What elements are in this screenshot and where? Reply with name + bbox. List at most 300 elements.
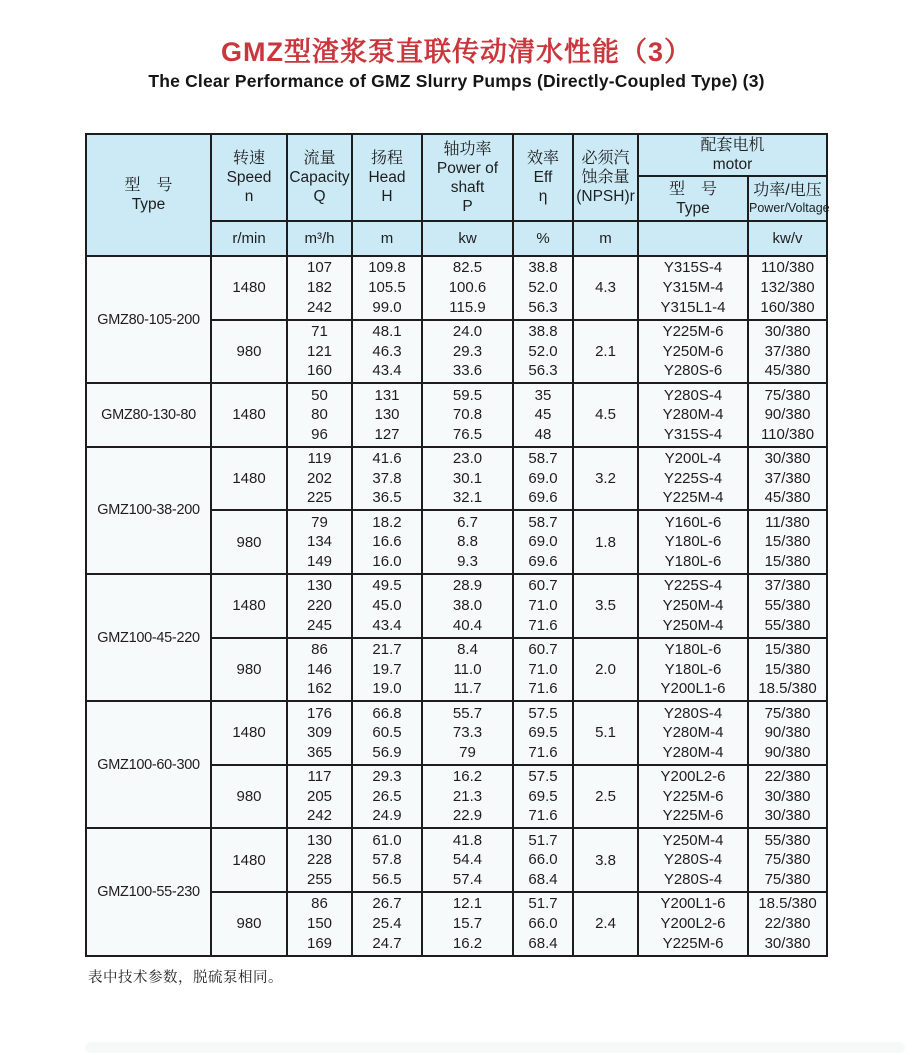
head-cell (352, 765, 422, 829)
speed-cell: 1480 (211, 828, 287, 892)
npsh-cell: 3.2 (573, 447, 638, 511)
capacity-value: 160 (306, 362, 333, 380)
efficiency-value: 71.0 (528, 660, 558, 678)
shaft-power-cell (422, 701, 513, 765)
head-cell (352, 256, 422, 320)
head-value: 131 (374, 386, 400, 404)
capacity-cell (287, 320, 352, 384)
shaft-power-value: 21.3 (452, 787, 483, 805)
head-value: 18.2 (372, 513, 402, 531)
col-header-capacity-en: Capacity (289, 169, 350, 186)
col-header-motor-power-en: Power/Voltage (749, 200, 830, 215)
page-bottom-strip (85, 1042, 905, 1053)
head-cell (352, 574, 422, 638)
efficiency-value: 69.5 (528, 787, 558, 805)
shaft-power-cell (422, 892, 513, 956)
shaft-power-value: 8.4 (457, 640, 478, 658)
shaft-power-value: 15.7 (452, 914, 483, 932)
capacity-value: 228 (306, 851, 333, 869)
power-voltage-value: 30/380 (764, 323, 811, 340)
efficiency-value: 69.6 (528, 489, 558, 507)
head-cell (352, 447, 422, 511)
head-value: 21.7 (372, 640, 402, 658)
capacity-value: 86 (311, 895, 328, 913)
head-value: 48.1 (372, 323, 402, 340)
efficiency-value: 66.0 (528, 851, 558, 869)
shaft-power-value: 82.5 (452, 259, 483, 277)
table-header (86, 134, 830, 256)
capacity-cell (287, 701, 352, 765)
capacity-value: 50 (311, 386, 328, 404)
power-voltage-value: 45/380 (764, 362, 811, 380)
power-voltage-cell (748, 447, 827, 511)
shaft-power-value: 12.1 (452, 895, 483, 913)
efficiency-cell (513, 701, 573, 765)
motor-type-value: Y280S-4 (663, 851, 723, 869)
pump-type-cell: GMZ80-130-80 (86, 383, 211, 447)
col-header-motor-group-en: motor (712, 156, 753, 173)
speed-cell: 1480 (211, 447, 287, 511)
shaft-power-value: 100.6 (448, 279, 487, 296)
unit-speed: r/min (211, 221, 287, 256)
shaft-power-cell (422, 828, 513, 892)
motor-type-value: Y200L1-6 (660, 680, 726, 698)
shaft-power-cell (422, 256, 513, 320)
col-header-npsh-cn1: 必须汽 (581, 150, 630, 167)
head-value: 45.0 (372, 596, 402, 614)
shaft-power-cell (422, 447, 513, 511)
shaft-power-value: 16.2 (452, 934, 483, 952)
npsh-cell: 2.1 (573, 320, 638, 384)
shaft-power-value: 33.6 (452, 362, 483, 380)
motor-type-value: Y280M-4 (662, 406, 724, 424)
head-value: 57.8 (372, 851, 402, 869)
head-value: 16.6 (372, 533, 402, 551)
pump-row (86, 383, 827, 447)
power-voltage-value: 110/380 (760, 425, 815, 443)
shaft-power-value: 8.8 (457, 533, 478, 551)
power-voltage-value: 75/380 (764, 704, 811, 722)
shaft-power-value: 16.2 (452, 768, 483, 786)
power-voltage-value: 110/380 (760, 259, 815, 277)
efficiency-value: 71.6 (528, 680, 558, 698)
shaft-power-cell (422, 638, 513, 702)
motor-type-cell (638, 892, 748, 956)
motor-type-value: Y225M-6 (662, 934, 724, 952)
head-cell (352, 383, 422, 447)
efficiency-value: 57.5 (528, 704, 558, 722)
motor-type-cell (638, 574, 748, 638)
motor-type-value: Y250M-6 (662, 342, 724, 360)
capacity-cell (287, 765, 352, 829)
efficiency-value: 68.4 (528, 934, 558, 952)
efficiency-cell (513, 574, 573, 638)
col-header-type-en: Type (131, 196, 166, 213)
shaft-power-value: 28.9 (452, 577, 483, 595)
col-header-speed-en: Speed (226, 169, 272, 186)
pump-row (86, 701, 827, 765)
motor-type-value: Y315L1-4 (660, 298, 726, 316)
shaft-power-value: 24.0 (452, 323, 483, 340)
motor-type-value: Y225M-6 (662, 807, 724, 825)
shaft-power-value: 22.9 (452, 807, 483, 825)
col-header-type (86, 134, 211, 256)
motor-type-cell (638, 447, 748, 511)
shaft-power-value: 23.0 (452, 450, 483, 468)
capacity-value: 309 (306, 724, 333, 742)
efficiency-cell (513, 765, 573, 829)
efficiency-cell (513, 638, 573, 702)
power-voltage-cell (748, 510, 827, 574)
pump-type-cell: GMZ100-45-220 (86, 574, 211, 701)
power-voltage-value: 18.5/380 (758, 680, 817, 698)
shaft-power-value: 40.4 (452, 616, 483, 634)
head-value: 49.5 (372, 577, 402, 595)
power-voltage-value: 37/380 (764, 342, 811, 360)
power-voltage-value: 15/380 (764, 640, 811, 658)
head-value: 56.5 (372, 870, 402, 888)
shaft-power-value: 79 (459, 743, 476, 761)
unit-motor-type (638, 221, 748, 256)
pump-type-cell: GMZ100-55-230 (86, 828, 211, 955)
head-value: 43.4 (372, 362, 402, 380)
col-header-motor-power (748, 176, 830, 221)
capacity-value: 117 (307, 768, 332, 786)
unit-capacity: m³/h (287, 221, 352, 256)
pump-row (86, 574, 827, 638)
col-header-motor-type-en: Type (676, 199, 710, 217)
head-value: 36.5 (372, 489, 402, 507)
speed-cell: 980 (211, 510, 287, 574)
power-voltage-value: 75/380 (764, 386, 811, 404)
efficiency-value: 71.0 (528, 596, 558, 614)
power-voltage-value: 22/380 (764, 768, 811, 786)
capacity-value: 202 (306, 469, 333, 487)
motor-type-value: Y315M-4 (662, 279, 724, 296)
motor-type-value: Y225M-6 (662, 323, 724, 340)
col-header-capacity-symbol: Q (313, 188, 326, 205)
head-value: 24.7 (372, 934, 402, 952)
col-header-capacity (287, 134, 352, 221)
motor-type-value: Y280M-4 (662, 743, 724, 761)
pump-type-cell: GMZ100-60-300 (86, 701, 211, 828)
power-voltage-cell (748, 765, 827, 829)
power-voltage-value: 75/380 (764, 851, 811, 869)
motor-type-value: Y200L-4 (664, 450, 722, 468)
motor-type-value: Y280S-6 (663, 362, 723, 380)
power-voltage-cell (748, 256, 827, 320)
motor-type-value: Y180L-6 (664, 552, 722, 570)
speed-cell: 1480 (211, 701, 287, 765)
efficiency-cell (513, 828, 573, 892)
capacity-value: 134 (306, 533, 333, 551)
head-value: 127 (374, 425, 400, 443)
capacity-cell (287, 574, 352, 638)
unit-efficiency: % (513, 221, 573, 256)
col-header-shaft-power-en2: shaft (450, 178, 485, 196)
footnote: 表中技术参数，脱硫泵相同。 (88, 970, 283, 986)
motor-type-cell (638, 256, 748, 320)
col-header-head-en: Head (368, 169, 406, 186)
speed-cell: 1480 (211, 383, 287, 447)
npsh-cell: 3.8 (573, 828, 638, 892)
power-voltage-value: 30/380 (764, 807, 811, 825)
power-voltage-cell (748, 828, 827, 892)
shaft-power-value: 54.4 (452, 851, 483, 869)
capacity-cell (287, 892, 352, 956)
capacity-value: 121 (306, 342, 333, 360)
capacity-value: 80 (311, 406, 328, 424)
head-value: 37.8 (372, 469, 402, 487)
speed-cell: 980 (211, 765, 287, 829)
capacity-value: 71 (311, 323, 328, 340)
efficiency-value: 57.5 (528, 768, 558, 786)
power-voltage-value: 90/380 (764, 743, 811, 761)
motor-type-value: Y250M-4 (662, 831, 724, 849)
npsh-cell: 4.3 (573, 256, 638, 320)
motor-type-value: Y250M-4 (662, 596, 724, 614)
capacity-value: 205 (306, 787, 333, 805)
col-header-motor-group (638, 134, 827, 176)
npsh-cell: 4.5 (573, 383, 638, 447)
unit-npsh: m (573, 221, 638, 256)
capacity-cell (287, 828, 352, 892)
col-header-head-cn: 扬程 (370, 150, 403, 167)
capacity-value: 176 (306, 704, 333, 722)
efficiency-value: 58.7 (528, 513, 558, 531)
motor-type-value: Y280S-4 (663, 386, 723, 404)
npsh-cell: 5.1 (573, 701, 638, 765)
power-voltage-value: 132/380 (760, 279, 815, 296)
shaft-power-value: 6.7 (457, 513, 478, 531)
shaft-power-cell (422, 383, 513, 447)
page-subtitle: The Clear Performance of GMZ Slurry Pumps (Directly-Coupled Type) (3) (148, 71, 765, 91)
efficiency-value: 52.0 (528, 279, 558, 296)
efficiency-cell (513, 892, 573, 956)
shaft-power-value: 38.0 (452, 596, 483, 614)
shaft-power-value: 32.1 (452, 489, 483, 507)
efficiency-value: 48 (534, 425, 552, 443)
efficiency-value: 52.0 (528, 342, 558, 360)
power-voltage-cell (748, 574, 827, 638)
motor-type-value: Y225S-4 (663, 577, 723, 595)
efficiency-value: 38.8 (528, 259, 558, 277)
col-header-motor-power-cn: 功率/电压 (753, 181, 822, 199)
speed-cell: 1480 (211, 256, 287, 320)
shaft-power-value: 57.4 (452, 870, 483, 888)
efficiency-value: 71.6 (528, 807, 558, 825)
col-header-shaft-power-cn: 轴功率 (443, 140, 492, 158)
power-voltage-value: 11/380 (765, 513, 810, 531)
capacity-cell (287, 383, 352, 447)
motor-type-value: Y280S-4 (663, 704, 723, 722)
npsh-cell: 2.4 (573, 892, 638, 956)
pump-type-cell: GMZ80-105-200 (86, 256, 211, 383)
efficiency-cell (513, 256, 573, 320)
shaft-power-value: 70.8 (452, 406, 483, 424)
capacity-cell (287, 447, 352, 511)
efficiency-value: 56.3 (528, 298, 558, 316)
shaft-power-cell (422, 320, 513, 384)
unit-motor-power: kw/v (748, 221, 827, 256)
efficiency-value: 69.5 (528, 724, 558, 742)
power-voltage-value: 90/380 (764, 406, 811, 424)
shaft-power-value: 73.3 (452, 724, 483, 742)
power-voltage-value: 55/380 (764, 616, 811, 634)
capacity-value: 150 (306, 914, 333, 932)
speed-cell: 1480 (211, 574, 287, 638)
capacity-value: 79 (311, 513, 328, 531)
capacity-value: 225 (306, 489, 333, 507)
motor-type-cell (638, 320, 748, 384)
capacity-cell (287, 510, 352, 574)
col-header-head-symbol: H (381, 188, 393, 205)
capacity-value: 182 (306, 279, 333, 296)
motor-type-value: Y315S-4 (663, 259, 723, 277)
head-value: 19.7 (372, 660, 402, 678)
head-cell (352, 638, 422, 702)
motor-type-value: Y200L1-6 (660, 895, 726, 913)
efficiency-value: 69.6 (528, 552, 558, 570)
col-header-head (352, 134, 422, 221)
head-cell (352, 510, 422, 574)
head-value: 99.0 (372, 298, 402, 316)
motor-type-value: Y315S-4 (663, 425, 723, 443)
power-voltage-value: 15/380 (764, 660, 811, 678)
efficiency-value: 60.7 (528, 640, 558, 658)
power-voltage-value: 90/380 (764, 724, 811, 742)
speed-cell: 980 (211, 892, 287, 956)
motor-type-value: Y225M-6 (662, 787, 724, 805)
head-value: 66.8 (372, 704, 402, 722)
power-voltage-cell (748, 892, 827, 956)
efficiency-cell (513, 383, 573, 447)
page-title: GMZ型渣浆泵直联传动清水性能（3） (220, 37, 692, 67)
capacity-value: 107 (306, 259, 333, 277)
efficiency-cell (513, 510, 573, 574)
shaft-power-value: 11.7 (453, 680, 482, 698)
shaft-power-cell (422, 574, 513, 638)
motor-type-cell (638, 828, 748, 892)
col-header-efficiency-symbol: η (538, 188, 548, 205)
col-header-type-cn: 型 号 (124, 177, 173, 194)
shaft-power-cell (422, 510, 513, 574)
efficiency-value: 68.4 (528, 870, 558, 888)
speed-cell: 980 (211, 320, 287, 384)
head-value: 26.5 (372, 787, 402, 805)
motor-type-value: Y200L2-6 (660, 768, 726, 786)
efficiency-value: 60.7 (528, 577, 558, 595)
unit-head: m (352, 221, 422, 256)
head-value: 24.9 (372, 807, 402, 825)
capacity-cell (287, 256, 352, 320)
efficiency-value: 51.7 (528, 895, 558, 913)
col-header-capacity-cn: 流量 (303, 150, 336, 167)
motor-type-value: Y280M-4 (662, 724, 724, 742)
power-voltage-cell (748, 638, 827, 702)
capacity-value: 242 (306, 807, 333, 825)
capacity-value: 149 (306, 552, 333, 570)
motor-type-value: Y225M-4 (662, 489, 724, 507)
motor-type-value: Y180L-6 (664, 660, 722, 678)
motor-type-value: Y180L-6 (664, 640, 722, 658)
shaft-power-value: 59.5 (452, 386, 483, 404)
efficiency-value: 58.7 (528, 450, 558, 468)
power-voltage-value: 45/380 (764, 489, 811, 507)
motor-type-cell (638, 383, 748, 447)
efficiency-value: 38.8 (528, 323, 558, 340)
power-voltage-value: 55/380 (764, 831, 811, 849)
shaft-power-value: 41.8 (452, 831, 483, 849)
capacity-value: 96 (311, 425, 328, 443)
motor-type-cell (638, 701, 748, 765)
npsh-cell: 2.0 (573, 638, 638, 702)
head-value: 56.9 (372, 743, 402, 761)
npsh-cell: 3.5 (573, 574, 638, 638)
efficiency-cell (513, 320, 573, 384)
head-value: 105.5 (368, 279, 406, 296)
head-cell (352, 320, 422, 384)
npsh-cell: 2.5 (573, 765, 638, 829)
col-header-speed-symbol: n (244, 188, 254, 205)
col-header-efficiency-en: Eff (533, 169, 553, 186)
col-header-speed (211, 134, 287, 221)
capacity-value: 220 (306, 596, 333, 614)
shaft-power-value: 115.9 (449, 298, 486, 316)
power-voltage-value: 15/380 (764, 552, 811, 570)
capacity-value: 130 (306, 831, 333, 849)
motor-type-cell (638, 765, 748, 829)
efficiency-value: 71.6 (528, 616, 558, 634)
power-voltage-value: 22/380 (764, 914, 811, 932)
motor-type-value: Y180L-6 (664, 533, 722, 551)
pump-row (86, 256, 827, 320)
efficiency-cell (513, 447, 573, 511)
shaft-power-value: 30.1 (452, 469, 483, 487)
efficiency-value: 71.6 (528, 743, 558, 761)
col-header-shaft-power (422, 134, 513, 221)
power-voltage-value: 30/380 (764, 934, 811, 952)
npsh-cell: 1.8 (573, 510, 638, 574)
head-value: 109.8 (368, 259, 406, 277)
head-value: 29.3 (372, 768, 402, 786)
power-voltage-value: 160/380 (760, 298, 815, 316)
pump-row (86, 447, 827, 511)
motor-type-cell (638, 510, 748, 574)
pump-performance-table (85, 133, 828, 957)
power-voltage-value: 37/380 (764, 577, 811, 595)
col-header-speed-cn: 转速 (232, 150, 265, 167)
shaft-power-value: 55.7 (452, 704, 483, 722)
capacity-value: 146 (306, 660, 333, 678)
capacity-value: 169 (306, 934, 333, 952)
head-cell (352, 892, 422, 956)
col-header-motor-type-cn: 型 号 (668, 180, 717, 198)
unit-shaft-power: kw (422, 221, 513, 256)
head-value: 16.0 (372, 552, 402, 570)
power-voltage-value: 75/380 (764, 870, 811, 888)
capacity-value: 130 (306, 577, 333, 595)
head-value: 46.3 (372, 342, 402, 360)
motor-type-value: Y225S-4 (663, 469, 723, 487)
shaft-power-cell (422, 765, 513, 829)
power-voltage-cell (748, 383, 827, 447)
col-header-npsh (573, 134, 638, 221)
head-cell (352, 828, 422, 892)
head-value: 61.0 (372, 831, 402, 849)
capacity-value: 242 (306, 298, 333, 316)
capacity-value: 162 (306, 680, 333, 698)
